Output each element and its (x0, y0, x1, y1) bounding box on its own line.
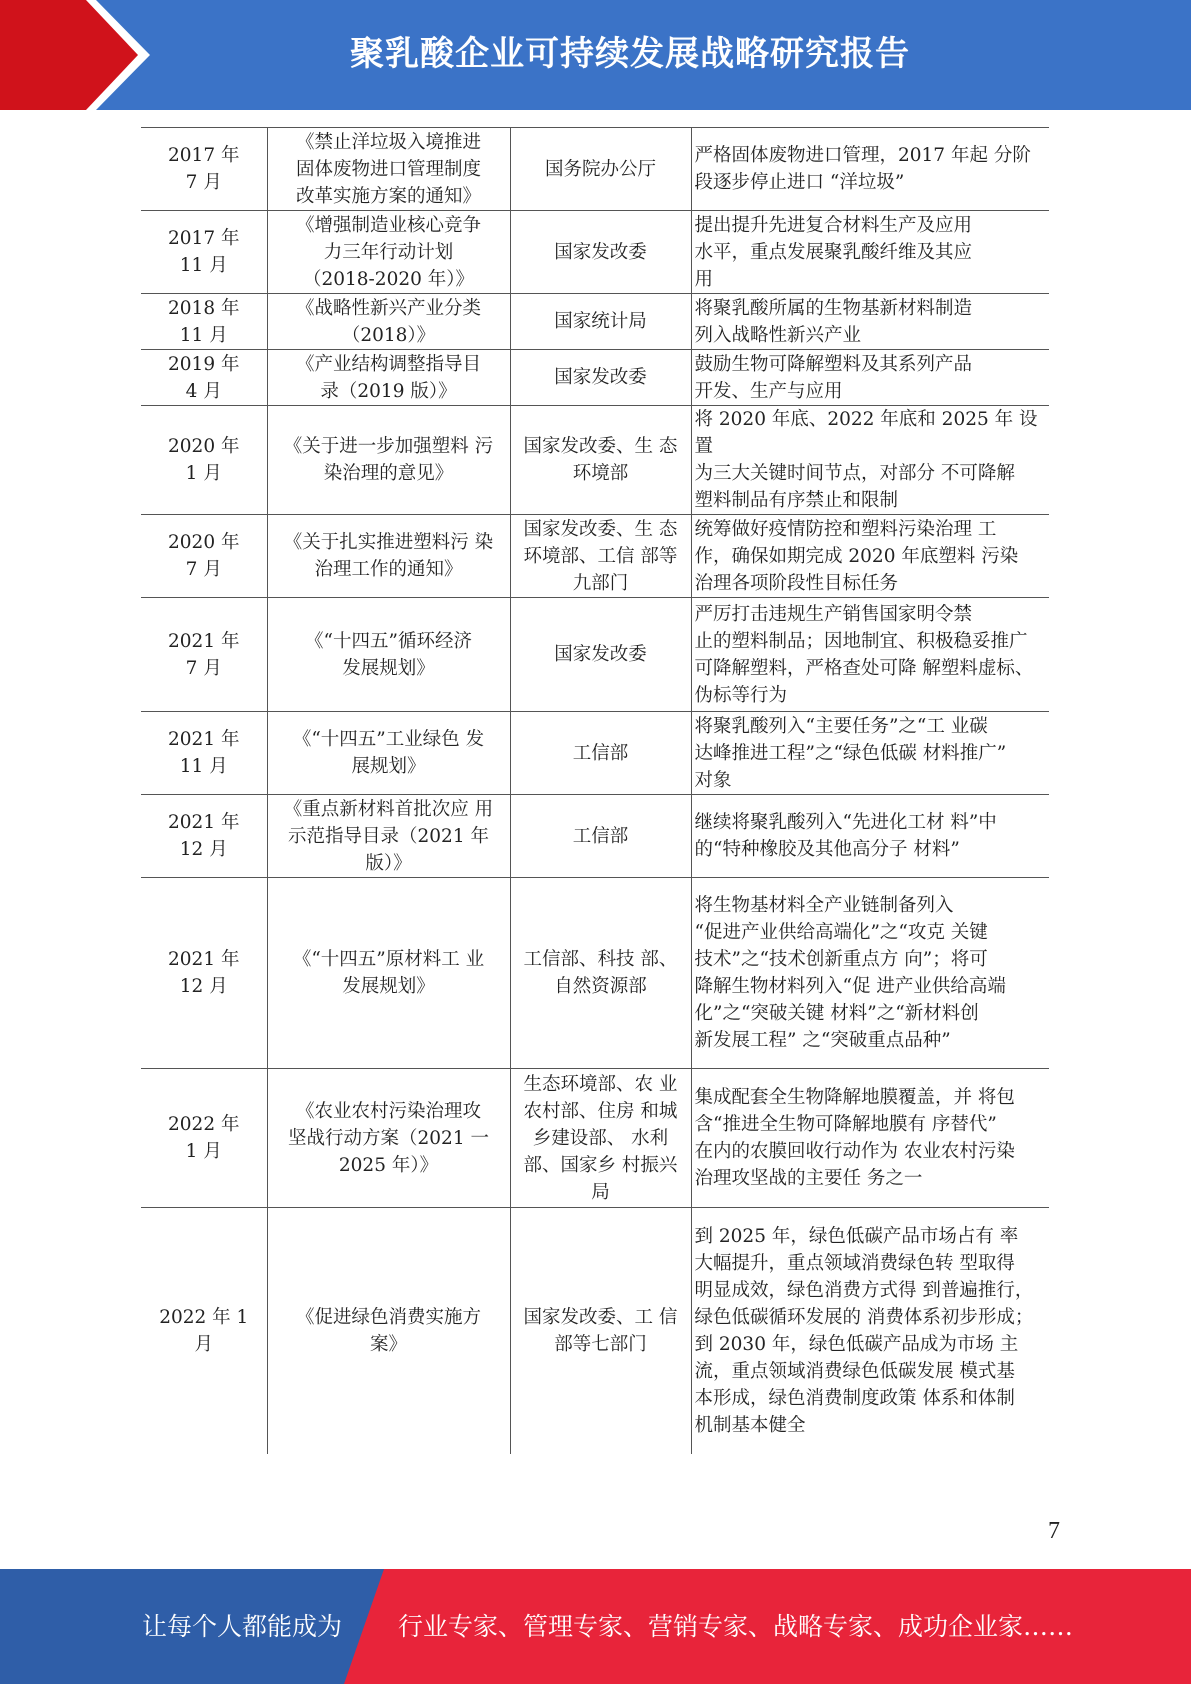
date-cell (141, 294, 267, 350)
date-cell-line: 4 月 (185, 380, 222, 402)
content-cell-line: 统筹做好疫情防控和塑料污染治理 工 (694, 518, 997, 540)
document-cell-line: （2018-2020 年）》 (302, 268, 475, 290)
issuer-cell (510, 128, 691, 211)
policy-table (141, 127, 1049, 1454)
content-cell (691, 515, 1049, 598)
content-cell-line: 鼓励生物可降解塑料及其系列产品 (694, 353, 973, 375)
footer-slogan-right: 行业专家、管理专家、营销专家、战略专家、成功企业家…… (398, 1612, 1074, 1641)
date-cell (141, 1208, 267, 1454)
content-cell-line: 列入战略性新兴产业 (694, 324, 862, 346)
content-cell (691, 128, 1049, 211)
issuer-cell-line: 国家发改委 (554, 241, 647, 263)
date-cell (141, 211, 267, 294)
document-cell-line: 《战略性新兴产业分类 (295, 297, 481, 319)
date-cell-line: 2021 年 (168, 729, 240, 750)
report-title: 聚乳酸企业可持续发展战略研究报告 (350, 34, 910, 74)
issuer-cell-line: 乡建设部、 水利 (532, 1127, 669, 1149)
document-cell-line: 固体废物进口管理制度 (295, 158, 481, 180)
content-cell-line: “促进产业供给高端化”之“攻克 关键 (694, 922, 988, 943)
date-cell-line: 2019 年 (168, 353, 240, 375)
date-cell-line: 7 月 (185, 657, 222, 679)
content-cell-line: 将生物基材料全产业链制备列入 (694, 895, 954, 916)
document-cell-line: 《“十四五”原材料工 业 (292, 949, 485, 970)
content-cell-line: 治理攻坚战的主要任 务之一 (694, 1168, 923, 1189)
table-row (141, 598, 1049, 712)
document-cell (267, 1208, 510, 1454)
date-cell (141, 712, 267, 795)
date-cell-line: 2020 年 (168, 532, 240, 553)
content-cell (691, 795, 1049, 878)
footer-slogan-left: 让每个人都能成为 (142, 1612, 343, 1641)
content-cell-line: 集成配套全生物降解地膜覆盖，并 将包 (694, 1087, 1015, 1108)
content-cell-line: 为三大关键时间节点，对部分 不可降解 (694, 463, 1015, 484)
content-cell-line: 到 2025 年，绿色低碳产品市场占有 率 (694, 1225, 1019, 1247)
table-row (141, 406, 1049, 515)
issuer-cell-line: 生态环境部、农 业 (523, 1073, 678, 1095)
content-cell-line: 达峰推进工程”之“绿色低碳 材料推广” (694, 742, 1007, 764)
document-cell-line: 2025 年）》 (338, 1154, 439, 1176)
table-row (141, 211, 1049, 294)
document-cell-line: 《农业农村污染治理攻 (295, 1100, 481, 1122)
date-cell-line: 1 月 (185, 1141, 222, 1162)
issuer-cell-line: 工信部、科技 部、 (523, 949, 678, 970)
document-cell-line: 力三年行动计划 (323, 241, 454, 263)
content-cell-line: 治理各项阶段性目标任务 (694, 572, 899, 594)
content-cell (691, 1208, 1049, 1454)
table-row (141, 795, 1049, 878)
content-cell-line: 流，重点领域消费绿色低碳发展 模式基 (694, 1360, 1015, 1382)
issuer-cell-line: 工信部 (572, 742, 629, 764)
content-cell (691, 1069, 1049, 1208)
document-cell-line: 《关于进一步加强塑料 污 (283, 436, 494, 457)
content-cell-line: 开发、生产与应用 (694, 380, 843, 402)
document-cell-line: 示范指导目录（2021 年 (288, 825, 489, 847)
content-cell-line: 对象 (694, 769, 732, 791)
document-cell-line: 版）》 (365, 852, 412, 874)
date-cell (141, 878, 267, 1069)
table-row (141, 712, 1049, 795)
date-cell-line: 11 月 (179, 756, 228, 777)
date-cell (141, 128, 267, 211)
issuer-cell-line: 自然资源部 (554, 976, 647, 997)
date-cell-line: 2022 年 (168, 1114, 240, 1135)
issuer-cell (510, 211, 691, 294)
issuer-cell (510, 294, 691, 350)
date-cell-line: 月 (194, 1333, 213, 1355)
document-cell (267, 294, 510, 350)
content-cell-line: 用 (694, 268, 714, 290)
content-cell (691, 878, 1049, 1069)
document-cell-line: 展规划》 (351, 756, 426, 777)
content-cell (691, 294, 1049, 350)
content-cell-line: 本形成，绿色消费制度政策 体系和体制 (694, 1387, 1015, 1409)
issuer-cell (510, 878, 691, 1069)
document-cell-line: 治理工作的通知》 (314, 559, 463, 580)
issuer-cell-line: 部、国家乡 村振兴 (523, 1154, 678, 1176)
date-cell (141, 1069, 267, 1208)
document-cell-line: 染治理的意见》 (323, 463, 454, 484)
issuer-cell (510, 712, 691, 795)
issuer-cell-line: 部等七部门 (554, 1333, 647, 1355)
date-cell (141, 350, 267, 406)
header-arrow-graphic (0, 0, 160, 110)
document-cell-line: 《促进绿色消费实施方 (295, 1306, 481, 1328)
content-cell-line: 技术”之“技术创新重点方 向”；将可 (694, 949, 988, 970)
content-cell-line: 化”之“突破关键 材料”之“新材料创 (694, 1003, 979, 1024)
document-cell (267, 598, 510, 712)
document-cell-line: 《禁止洋垃圾入境推进 (295, 131, 481, 153)
date-cell-line: 11 月 (179, 324, 228, 346)
date-cell-line: 7 月 (185, 172, 222, 193)
page-header (0, 0, 1191, 110)
document-cell-line: 录（2019 版）》 (320, 380, 457, 402)
content-cell-line: 将聚乳酸所属的生物基新材料制造 (694, 297, 973, 319)
issuer-cell-line: 国家发改委 (554, 367, 647, 388)
page-number: 7 (1048, 1518, 1060, 1544)
issuer-cell (510, 1069, 691, 1208)
content-cell-line: 可降解塑料，严格查处可降 解塑料虚标、 (694, 657, 1034, 679)
table-row (141, 294, 1049, 350)
issuer-cell-line: 国务院办公厅 (544, 158, 656, 180)
document-cell-line: 《“十四五”工业绿色 发 (292, 729, 485, 750)
content-cell (691, 712, 1049, 795)
date-cell-line: 2021 年 (168, 812, 240, 833)
page-footer (0, 1569, 1191, 1684)
date-cell-line: 2021 年 (168, 630, 240, 652)
issuer-cell (510, 350, 691, 406)
content-cell-line: 到 2030 年，绿色低碳产品成为市场 主 (694, 1333, 1019, 1355)
document-cell-line: 《增强制造业核心竞争 (295, 214, 481, 236)
document-cell-line: 坚战行动方案（2021 一 (288, 1127, 489, 1149)
issuer-cell-line: 国家发改委、工 信 (523, 1306, 678, 1328)
issuer-cell (510, 406, 691, 515)
date-cell-line: 12 月 (179, 976, 228, 997)
document-cell-line: 《关于扎实推进塑料污 染 (283, 532, 494, 553)
table-row (141, 350, 1049, 406)
date-cell-line: 2021 年 (168, 949, 240, 970)
date-cell-line: 2017 年 (168, 145, 240, 166)
date-cell-line: 1 月 (185, 463, 222, 484)
content-cell-line: 将 2020 年底、2022 年底和 2025 年 设置 (694, 409, 1038, 457)
content-cell-line: 伪标等行为 (694, 684, 788, 706)
issuer-cell-line: 国家统计局 (554, 311, 647, 332)
content-cell (691, 211, 1049, 294)
document-cell-line: 发展规划》 (342, 657, 435, 679)
document-cell-line: 《重点新材料首批次应 用 (283, 798, 494, 820)
content-cell (691, 598, 1049, 712)
issuer-cell (510, 1208, 691, 1454)
content-cell-line: 在内的农膜回收行动作为 农业农村污染 (694, 1141, 1015, 1162)
date-cell-line: 11 月 (179, 255, 228, 276)
issuer-cell (510, 515, 691, 598)
content-cell-line: 严厉打击违规生产销售国家明令禁 (694, 603, 973, 625)
issuer-cell-line: 环境部、工信 部等 (523, 545, 678, 567)
table-row (141, 1208, 1049, 1454)
content-cell-line: 严格固体废物进口管理，2017 年起 分阶 (694, 145, 1031, 166)
content-cell-line: 塑料制品有序禁止和限制 (694, 490, 899, 511)
document-cell-line: 发展规划》 (342, 976, 435, 997)
content-cell-line: 降解生物材料列入“促 进产业供给高端 (694, 976, 1006, 997)
content-cell-line: 水平，重点发展聚乳酸纤维及其应 (694, 241, 973, 263)
issuer-cell-line: 环境部 (572, 463, 629, 484)
table-row (141, 128, 1049, 211)
content-cell (691, 350, 1049, 406)
date-cell (141, 406, 267, 515)
content-cell-line: 的“特种橡胶及其他高分子 材料” (694, 839, 960, 860)
document-cell (267, 1069, 510, 1208)
content-cell-line: 明显成效，绿色消费方式得 到普遍推行， (694, 1279, 1034, 1301)
date-cell-line: 7 月 (185, 559, 222, 580)
content-cell-line: 止的塑料制品；因地制宜、积极稳妥推广 (694, 630, 1028, 652)
issuer-cell-line: 国家发改委、生 态 (523, 436, 678, 457)
document-cell-line: 改革实施方案的通知》 (295, 185, 481, 207)
content-cell-line: 提出提升先进复合材料生产及应用 (694, 214, 973, 236)
document-cell-line: 案》 (369, 1333, 407, 1355)
content-cell-line: 将聚乳酸列入“主要任务”之“工 业碳 (694, 715, 988, 737)
date-cell-line: 2022 年 1 (159, 1306, 249, 1328)
document-cell (267, 128, 510, 211)
content-cell (691, 406, 1049, 515)
document-cell (267, 878, 510, 1069)
document-cell-line: 《产业结构调整指导目 (295, 353, 481, 375)
issuer-cell-line: 九部门 (572, 572, 629, 594)
content-cell-line: 绿色低碳循环发展的 消费体系初步形成； (694, 1306, 1034, 1328)
issuer-cell-line: 国家发改委、生 态 (523, 518, 678, 540)
date-cell (141, 795, 267, 878)
issuer-cell-line: 局 (591, 1181, 610, 1203)
document-cell (267, 515, 510, 598)
document-cell (267, 712, 510, 795)
date-cell (141, 598, 267, 712)
issuer-cell (510, 795, 691, 878)
date-cell-line: 2020 年 (168, 436, 240, 457)
document-cell-line: 《“十四五”循环经济 (305, 630, 472, 652)
issuer-cell-line: 国家发改委 (554, 644, 647, 665)
policy-table-body (141, 128, 1049, 1454)
table-row (141, 878, 1049, 1069)
date-cell-line: 2018 年 (168, 297, 240, 319)
content-cell-line: 继续将聚乳酸列入“先进化工材 料”中 (694, 812, 997, 833)
content-cell-line: 段逐步停止进口 “洋垃圾” (694, 172, 905, 193)
issuer-cell-line: 农村部、住房 和城 (523, 1100, 678, 1122)
document-cell (267, 795, 510, 878)
date-cell (141, 515, 267, 598)
content-cell-line: 机制基本健全 (694, 1414, 806, 1436)
table-row (141, 1069, 1049, 1208)
document-cell (267, 211, 510, 294)
content-cell-line: 新发展工程” 之“突破重点品种” (694, 1030, 951, 1051)
document-cell-line: （2018）》 (341, 324, 436, 346)
content-cell-line: 作，确保如期完成 2020 年底塑料 污染 (694, 545, 1019, 567)
table-row (141, 515, 1049, 598)
date-cell-line: 2017 年 (168, 228, 240, 249)
document-cell (267, 406, 510, 515)
content-cell-line: 含“推进全生物可降解地膜有 序替代” (694, 1114, 997, 1135)
document-cell (267, 350, 510, 406)
date-cell-line: 12 月 (179, 839, 228, 860)
issuer-cell-line: 工信部 (572, 825, 629, 847)
content-cell-line: 大幅提升，重点领域消费绿色转 型取得 (694, 1252, 1015, 1274)
issuer-cell (510, 598, 691, 712)
